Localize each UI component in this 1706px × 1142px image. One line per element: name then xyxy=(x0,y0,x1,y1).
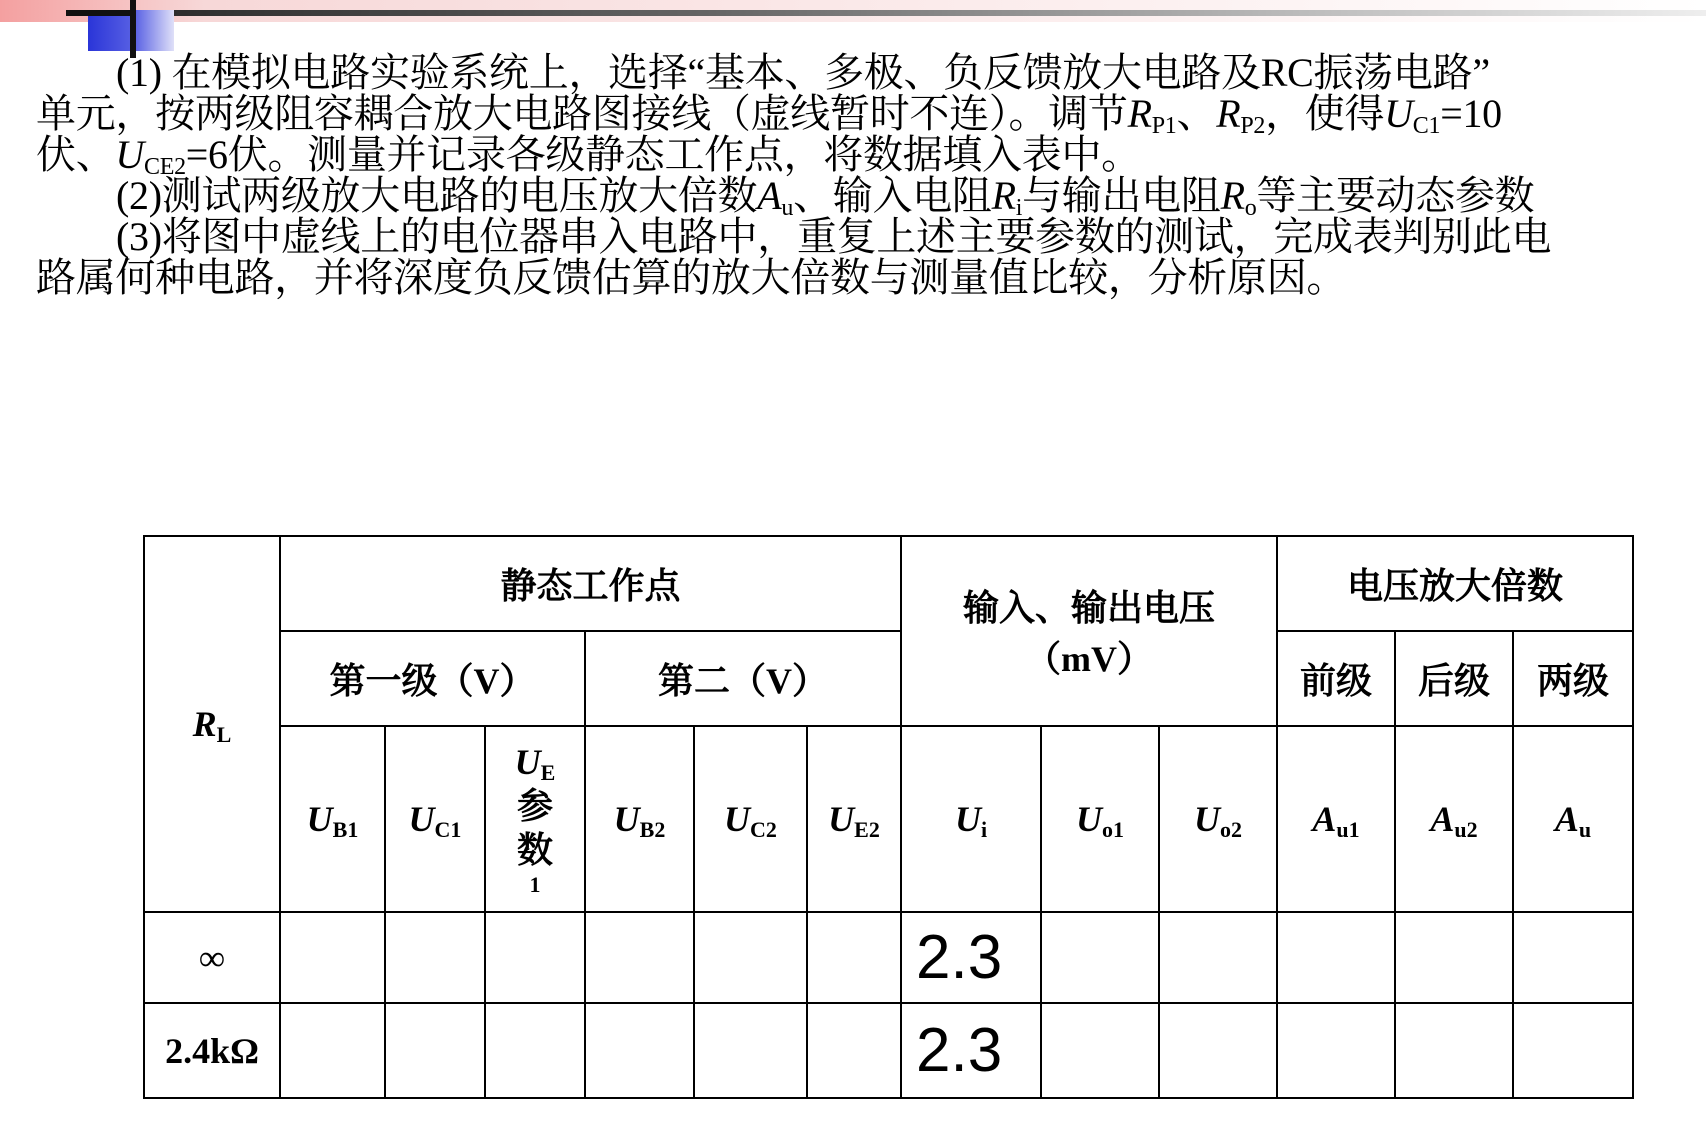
io-voltage-header: 输入、输出电压 （mV） xyxy=(901,536,1277,726)
col-uc2: $U_{C2}$ xyxy=(694,726,807,912)
instruction-step-1-end: 伏、$U_{CE2}=6$伏。测量并记录各级静态工作点，将数据填入表中。 xyxy=(36,132,1141,180)
col-au2: $A_{u2}$ xyxy=(1395,726,1513,912)
cell-ue1[interactable] xyxy=(485,912,585,1003)
cell-uc1[interactable] xyxy=(385,912,485,1003)
col-ub2: $U_{B2}$ xyxy=(585,726,694,912)
col-au1: $A_{u1}$ xyxy=(1277,726,1395,912)
cell-uc2[interactable] xyxy=(694,912,807,1003)
instruction-step-2: (2)测试两级放大电路的电压放大倍数$A_u$、输入电阻$R_i$与输出电阻$R_o$等主要动态参数 xyxy=(116,173,1535,221)
cell-uo1[interactable] xyxy=(1041,912,1159,1003)
cell-uo2[interactable] xyxy=(1159,912,1277,1003)
static-point-header: 静态工作点 xyxy=(280,536,901,631)
cell-ub1[interactable] xyxy=(280,1003,385,1098)
col-uo2: $U_{o2}$ xyxy=(1159,726,1277,912)
col-ue1: $U_E$ 参 数 1 xyxy=(485,726,585,912)
row-rl-value: 2.4kΩ xyxy=(144,1003,280,1098)
cell-ub1[interactable] xyxy=(280,912,385,1003)
col-ui: $U_i$ xyxy=(901,726,1041,912)
title-rule xyxy=(66,10,1706,16)
table-row xyxy=(144,912,1633,1003)
gain-header: 电压放大倍数 xyxy=(1277,536,1633,631)
cell-ui[interactable]: 2.3 xyxy=(901,912,1041,1003)
cell-ue2[interactable] xyxy=(807,912,901,1003)
cell-ub2[interactable] xyxy=(585,1003,694,1098)
cell-ue2[interactable] xyxy=(807,1003,901,1098)
rl-header: $R_L$ xyxy=(144,536,280,912)
stage1-header: 第一级（V） xyxy=(280,631,585,726)
cell-au1[interactable] xyxy=(1277,1003,1395,1098)
instruction-step-3-cont: 路属何种电路，并将深度负反馈估算的放大倍数与测量值比较，分析原因。 xyxy=(36,255,1347,300)
title-cross-horizontal xyxy=(66,10,136,16)
cell-au2[interactable] xyxy=(1395,912,1513,1003)
instruction-step-1: (1) 在模拟电路实验系统上，选择“基本、多极、负反馈放大电路及RC振荡电路” xyxy=(116,50,1490,95)
instruction-step-1-cont: 单元，按两级阻容耦合放大电路图接线（虚线暂时不连）。调节$R_{P1}$、$R_{P2}$，使得$U_{C1}=10$ xyxy=(36,91,1502,139)
col-ub1: $U_{B1}$ xyxy=(280,726,385,912)
col-uc1: $U_{C1}$ xyxy=(385,726,485,912)
col-ue2: $U_{E2}$ xyxy=(807,726,901,912)
cell-ub2[interactable] xyxy=(585,912,694,1003)
col-uo1: $U_{o1}$ xyxy=(1041,726,1159,912)
measurement-table xyxy=(143,535,1634,1099)
cell-ue1[interactable] xyxy=(485,1003,585,1098)
cell-uc1[interactable] xyxy=(385,1003,485,1098)
cell-au1[interactable] xyxy=(1277,912,1395,1003)
cell-uo2[interactable] xyxy=(1159,1003,1277,1098)
stage2-header: 第二（V） xyxy=(585,631,901,726)
cell-au[interactable] xyxy=(1513,912,1633,1003)
gain-front-header: 前级 xyxy=(1277,631,1395,726)
cell-au2[interactable] xyxy=(1395,1003,1513,1098)
row-rl-value: ∞ xyxy=(144,912,280,1003)
table-row xyxy=(144,1003,1633,1098)
cell-uo1[interactable] xyxy=(1041,1003,1159,1098)
cell-uc2[interactable] xyxy=(694,1003,807,1098)
instructions-text xyxy=(36,52,1696,298)
instruction-step-3: (3)将图中虚线上的电位器串入电路中，重复上述主要参数的测试，完成表判别此电 xyxy=(116,214,1552,259)
col-au: $A_u$ xyxy=(1513,726,1633,912)
gain-back-header: 后级 xyxy=(1395,631,1513,726)
gain-both-header: 两级 xyxy=(1513,631,1633,726)
cell-ui[interactable]: 2.3 xyxy=(901,1003,1041,1098)
cell-au[interactable] xyxy=(1513,1003,1633,1098)
